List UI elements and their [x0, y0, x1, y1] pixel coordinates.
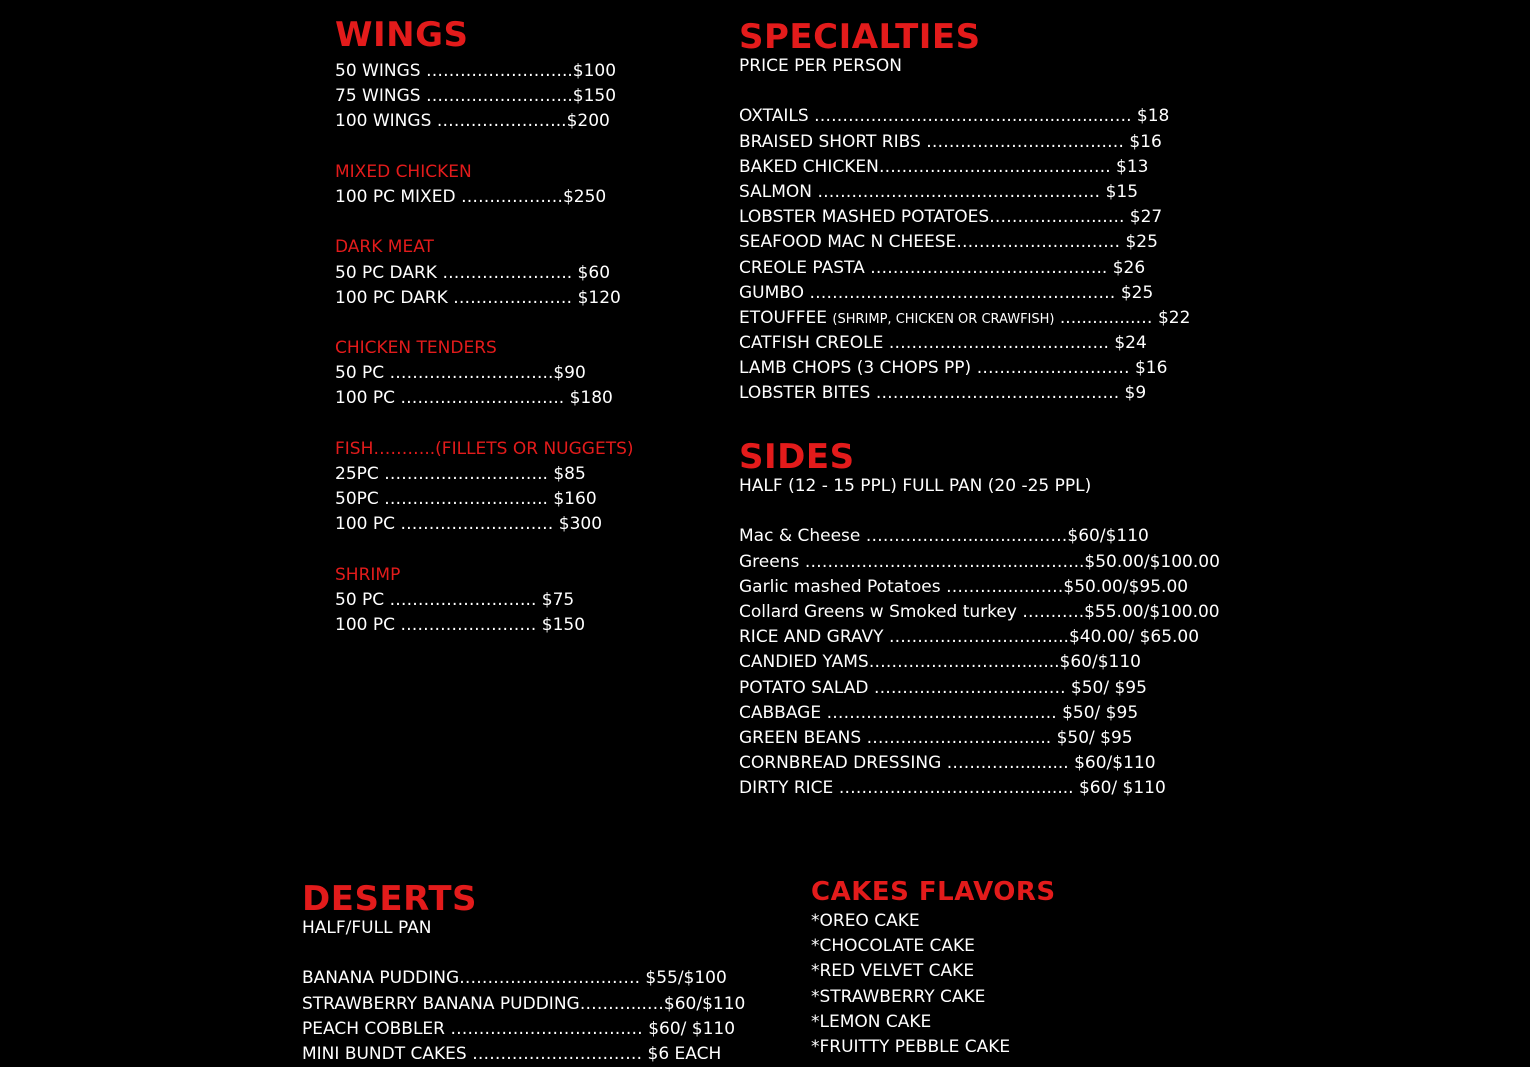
specialties-subtitle: PRICE PER PERSON [739, 56, 902, 76]
chicken-tenders-heading: CHICKEN TENDERS [335, 338, 497, 359]
etouffee-name: ETOUFFEE [739, 307, 833, 328]
dark-meat-heading: DARK MEAT [335, 237, 434, 258]
cake-item: *LEMON CAKE [811, 1011, 932, 1032]
menu-item: 25PC ……………………….. $85 [335, 464, 586, 484]
menu-item: 100 PC ……………………… $300 [335, 514, 603, 535]
menu-item: CATFISH CREOLE ……………………….……….. $24 [739, 333, 1147, 354]
menu-item: OXTAILS ……………………………....................…. $18 [739, 106, 1170, 127]
menu-item: 50 PC ………………………..$90 [335, 363, 586, 384]
menu-item: 75 WINGS ……………………..$150 [335, 86, 617, 107]
menu-item: LAMB CHOPS (3 CHOPS PP) ……………………… $16 [739, 358, 1168, 379]
menu-item: RICE AND GRAVY ……………………….....$40.00/ $65.00 [739, 627, 1200, 648]
cake-item: *FRUITTY PEBBLE CAKE [811, 1036, 1011, 1057]
sides-section [739, 437, 1220, 801]
cakes-heading: CAKES FLAVORS [811, 877, 1056, 907]
menu-item: STRAWBERRY BANANA PUDDING………...…$60/$110 [302, 993, 746, 1014]
menu-item: 100 PC DARK ………………… $120 [335, 287, 621, 308]
menu-item: Garlic mashed Potatoes ………......……$50.00/$95.00 [739, 576, 1189, 597]
menu-item: DIRTY RICE ……………….…………........... $60/ $110 [739, 778, 1166, 799]
menu-item: GUMBO ……………………………………………… $25 [739, 282, 1154, 303]
menu-item: GREEN BEANS ……………………......... $50/ $95 [739, 727, 1133, 748]
cake-item: *STRAWBERRY CAKE [811, 986, 986, 1007]
menu-item: BANANA PUDDING…………………….……. $55/$100 [302, 968, 727, 989]
menu-item: LOBSTER MASHED POTATOES……………….….. $27 [739, 207, 1163, 228]
specialties-heading: SPECIALTIES [739, 17, 981, 57]
menu-item: SALMON …………………………..……………… $15 [739, 181, 1139, 202]
shrimp-heading: SHRIMP [335, 564, 401, 585]
cake-item: *CHOCOLATE CAKE [811, 936, 975, 957]
menu-item: BAKED CHICKEN…………………….……………. $13 [739, 156, 1149, 177]
cake-item: *RED VELVET CAKE [811, 961, 975, 982]
menu-item: LOBSTER BITES ……………………………………. $9 [739, 383, 1147, 404]
menu-item: CABBAGE ………………………….......…. $50/ $95 [739, 702, 1139, 723]
menu-item: 50PC ……………………….. $160 [335, 489, 597, 510]
cakes-section [811, 876, 1056, 1060]
menu-item: SEAFOOD MAC N CHEESE……………….….…… $25 [739, 232, 1158, 253]
deserts-heading: DESERTS [302, 879, 477, 919]
cake-item: *OREO CAKE [811, 911, 920, 931]
menu-item: CORNBREAD DRESSING ………….......... $60/$110 [739, 753, 1156, 774]
menu-item: CANDIED YAMS……………………….......$60/$110 [739, 652, 1141, 673]
sides-heading: SIDES [739, 437, 855, 477]
menu-item: 100 PC …………………… $150 [335, 615, 586, 636]
menu-item: 100 PC ……………………….. $180 [335, 388, 613, 409]
menu-item: 100 PC MIXED ………………$250 [335, 186, 607, 207]
menu-item: MINI BUNDT CAKES ………………………… $6 EACH [302, 1043, 722, 1064]
menu-item: CREOLE PASTA ……………………….………….. $26 [739, 257, 1146, 278]
wings-heading: WINGS [335, 15, 469, 55]
sides-subtitle: HALF (12 - 15 PPL) FULL PAN (20 -25 PPL) [739, 476, 1092, 496]
deserts-section [302, 879, 745, 1067]
wings-section [335, 15, 634, 638]
menu-item-etouffee [739, 306, 1190, 331]
menu-item: Greens …………………………...........……...$50.00/$100.00 [739, 551, 1220, 572]
fish-heading: FISH………..(FILLETS OR NUGGETS) [335, 438, 634, 459]
menu-item: Mac & Cheese ……………….........………$60/$110 [739, 526, 1149, 547]
menu-item: POTATO SALAD ………………………...…. $50/ $95 [739, 677, 1147, 698]
mixed-chicken-heading: MIXED CHICKEN [335, 161, 472, 182]
menu-item: 100 WINGS …………………..$200 [335, 111, 610, 132]
specialties-section [739, 17, 1190, 407]
menu-item: BRAISED SHORT RIBS ………………….……….… $16 [739, 131, 1162, 152]
menu-item: 50 PC DARK ………………….. $60 [335, 262, 611, 283]
etouffee-note: (SHRIMP, CHICKEN OR CRAWFISH) [832, 311, 1055, 327]
menu-item: PEACH COBBLER ………………………….… $60/ $110 [302, 1018, 736, 1039]
menu-item: Collard Greens w Smoked turkey ………..$55.00/$100.00 [739, 601, 1220, 622]
menu-item: 50 WINGS ……………………..$100 [335, 61, 617, 81]
deserts-subtitle: HALF/FULL PAN [302, 918, 432, 938]
etouffee-price: ..............… $22 [1054, 307, 1191, 328]
menu-item: 50 PC …………………….. $75 [335, 589, 575, 610]
